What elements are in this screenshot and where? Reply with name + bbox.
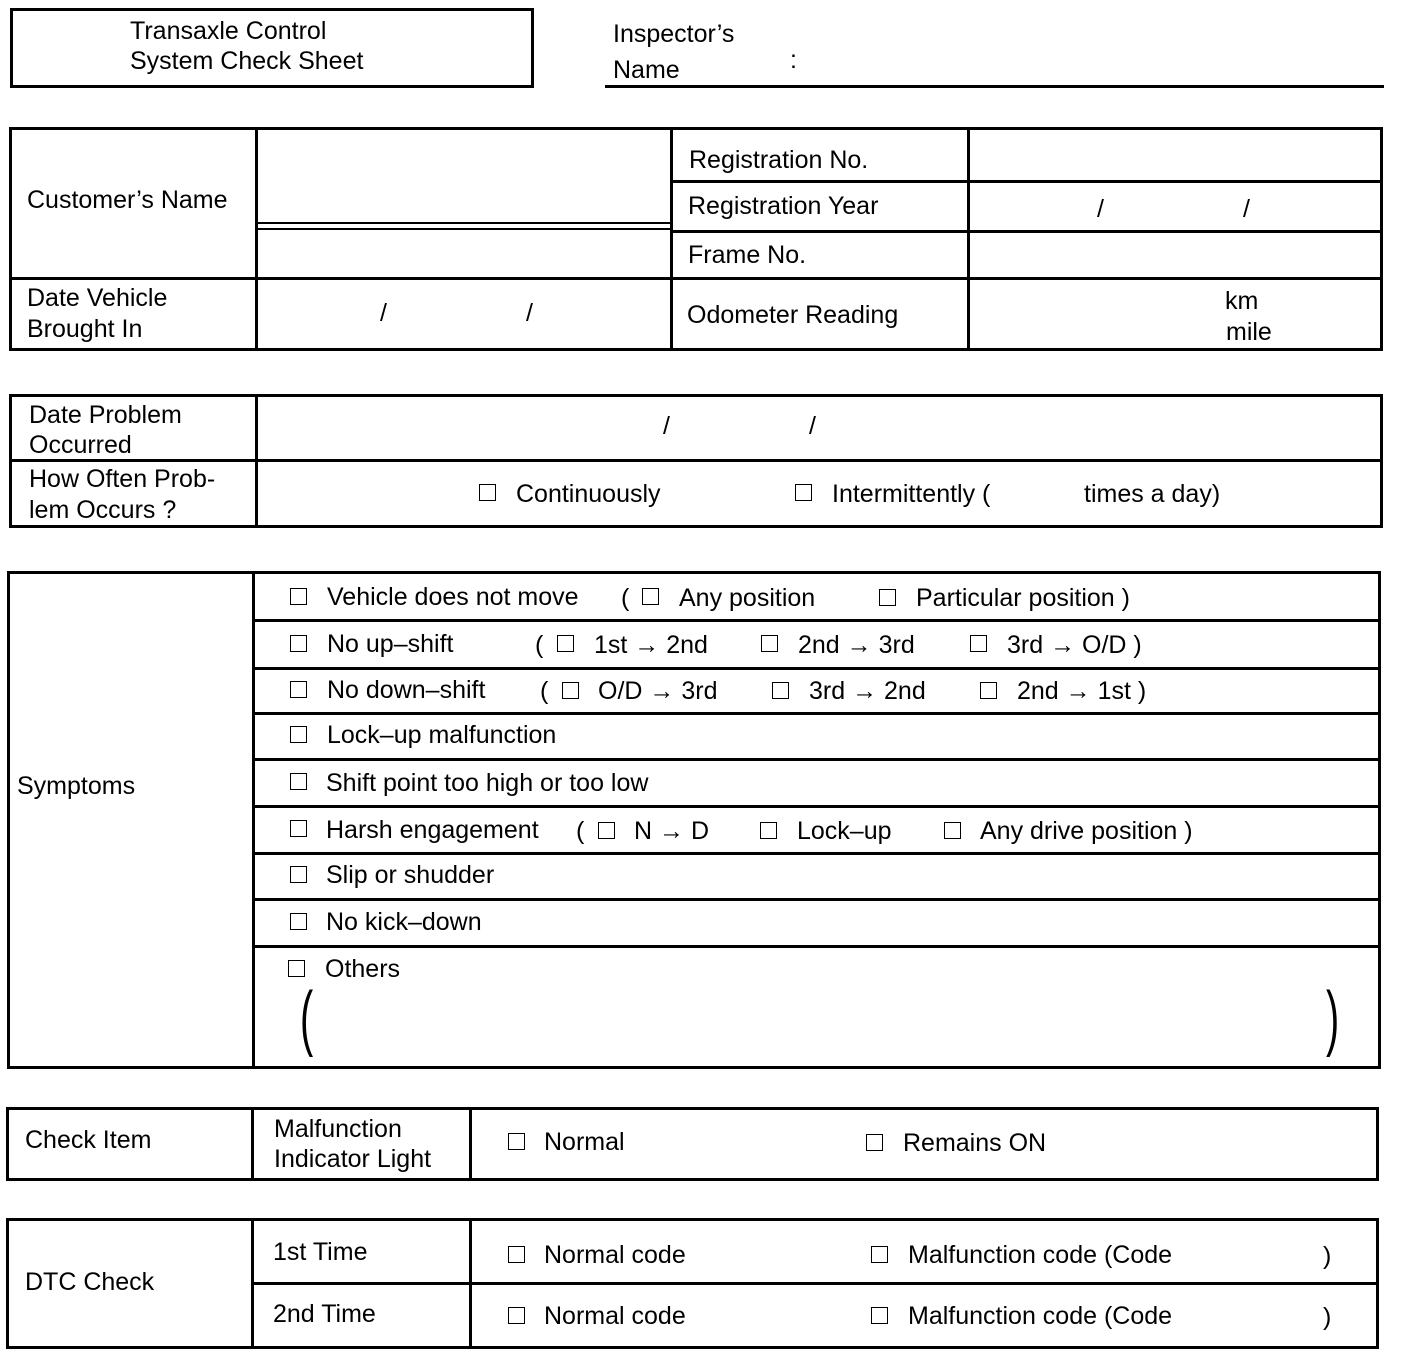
downshift-od-3rd-label: O/D → 3rd [598,677,718,705]
dtc-first-malfunction-label: Malfunction code (Code [908,1241,1173,1269]
symptom-no-move-label: Vehicle does not move [327,583,579,611]
times-a-day-label: times a day) [1084,480,1221,508]
symptom-lockup-checkbox[interactable] [290,726,307,743]
check-item-label: Check Item [25,1126,152,1154]
customer-name-label: Customer’s Name [27,186,228,214]
symptoms-label: Symptoms [17,772,136,800]
no-move-particular-position-label: Particular position ) [916,584,1130,612]
symptom-no-kickdown-label: No kick–down [326,908,482,936]
odometer-unit-mile: mile [1226,318,1272,346]
symptom-others-label: Others [325,955,401,983]
no-move-particular-position-checkbox[interactable] [879,589,896,606]
intermittently-label: Intermittently ( [832,480,991,508]
odometer-label: Odometer Reading [687,301,899,329]
symptom-slip-checkbox[interactable] [290,866,307,883]
downshift-3rd-2nd-checkbox[interactable] [772,682,789,699]
harsh-engagement-open-paren: ( [576,817,585,845]
mil-remains-on-label: Remains ON [903,1129,1047,1157]
symptom-others-checkbox[interactable] [288,960,305,977]
date-brought-in-label-2: Brought In [27,315,143,343]
symptom-no-move-checkbox[interactable] [290,588,307,605]
others-open-paren: ( [300,978,314,1058]
title-line-1: Transaxle Control [130,17,327,45]
symptom-no-downshift-checkbox[interactable] [290,681,307,698]
dtc-second-normal-checkbox[interactable] [508,1307,525,1324]
symptom-no-downshift-label: No down–shift [327,676,486,704]
symptom-harsh-engagement-label: Harsh engagement [326,816,539,844]
customer-name-field[interactable] [260,131,668,220]
symptom-no-move-open-paren: ( [621,584,630,612]
date-brought-in-slash-1: / [380,299,387,327]
registration-no-field[interactable] [972,131,1380,179]
dtc-check-label: DTC Check [25,1268,155,1296]
mil-normal-label: Normal [544,1128,625,1156]
registration-year-slash-1: / [1097,195,1104,223]
dtc-second-close-paren: ) [1323,1303,1332,1331]
date-occurred-slash-1: / [663,412,670,440]
harsh-any-drive-label: Any drive position ) [980,817,1193,845]
inspector-label-2: Name [613,56,680,84]
others-detail-field[interactable] [330,988,1320,1058]
check-item-table [6,1107,1379,1181]
frame-no-label: Frame No. [688,241,807,269]
date-occurred-label-1: Date Problem [29,401,182,429]
inspector-name-field[interactable] [605,85,1384,88]
upshift-3rd-od-label: 3rd → O/D ) [1007,631,1142,659]
harsh-lockup-label: Lock–up [797,817,892,845]
odometer-unit-km: km [1225,287,1259,315]
continuously-label: Continuously [516,480,661,508]
continuously-checkbox[interactable] [479,484,496,501]
mil-label-1: Malfunction [274,1115,402,1143]
symptom-lockup-label: Lock–up malfunction [327,721,557,749]
dtc-second-malfunction-label: Malfunction code (Code [908,1302,1173,1330]
how-often-label-1: How Often Prob- [29,465,216,493]
symptom-shift-point-label: Shift point too high or too low [326,769,649,797]
inspector-colon: : [790,46,797,74]
symptom-harsh-engagement-checkbox[interactable] [290,820,307,837]
symptom-no-upshift-label: No up–shift [327,630,454,658]
mil-remains-on-checkbox[interactable] [866,1134,883,1151]
no-upshift-open-paren: ( [535,631,544,659]
harsh-n-d-checkbox[interactable] [598,822,615,839]
dtc-first-time-label: 1st Time [273,1238,368,1266]
registration-year-slash-2: / [1243,195,1250,223]
dtc-first-normal-checkbox[interactable] [508,1246,525,1263]
mil-normal-checkbox[interactable] [508,1133,525,1150]
upshift-2nd-3rd-label: 2nd → 3rd [798,631,915,659]
symptom-no-upshift-checkbox[interactable] [290,635,307,652]
registration-no-label: Registration No. [689,146,869,174]
date-occurred-label-2: Occurred [29,431,132,459]
symptom-slip-label: Slip or shudder [326,861,495,889]
downshift-2nd-1st-label: 2nd → 1st ) [1017,677,1147,705]
no-move-any-position-checkbox[interactable] [642,588,659,605]
no-downshift-open-paren: ( [540,677,549,705]
date-occurred-slash-2: / [809,412,816,440]
upshift-1st-2nd-label: 1st → 2nd [594,631,708,659]
harsh-lockup-checkbox[interactable] [760,822,777,839]
harsh-any-drive-checkbox[interactable] [944,822,961,839]
dtc-first-close-paren: ) [1323,1242,1332,1270]
title-line-2: System Check Sheet [130,47,364,75]
dtc-second-time-label: 2nd Time [273,1300,376,1328]
frame-no-field[interactable] [972,234,1380,276]
harsh-n-d-label: N → D [634,817,709,845]
no-move-any-position-label: Any position [679,584,816,612]
dtc-first-malfunction-checkbox[interactable] [871,1246,888,1263]
downshift-2nd-1st-checkbox[interactable] [980,682,997,699]
how-often-label-2: lem Occurs ? [29,496,177,524]
upshift-3rd-od-checkbox[interactable] [970,635,987,652]
dtc-second-normal-label: Normal code [544,1302,686,1330]
symptom-shift-point-checkbox[interactable] [290,773,307,790]
inspector-label-1: Inspector’s [613,20,735,48]
downshift-od-3rd-checkbox[interactable] [562,682,579,699]
intermittently-checkbox[interactable] [795,484,812,501]
upshift-1st-2nd-checkbox[interactable] [557,635,574,652]
dtc-first-normal-label: Normal code [544,1241,686,1269]
downshift-3rd-2nd-label: 3rd → 2nd [809,677,926,705]
registration-year-label: Registration Year [688,192,879,220]
date-brought-in-label-1: Date Vehicle [27,284,168,312]
dtc-second-malfunction-checkbox[interactable] [871,1307,888,1324]
mil-label-2: Indicator Light [274,1145,432,1173]
date-brought-in-slash-2: / [526,299,533,327]
others-close-paren: ) [1326,978,1340,1058]
upshift-2nd-3rd-checkbox[interactable] [761,635,778,652]
symptom-no-kickdown-checkbox[interactable] [290,913,307,930]
